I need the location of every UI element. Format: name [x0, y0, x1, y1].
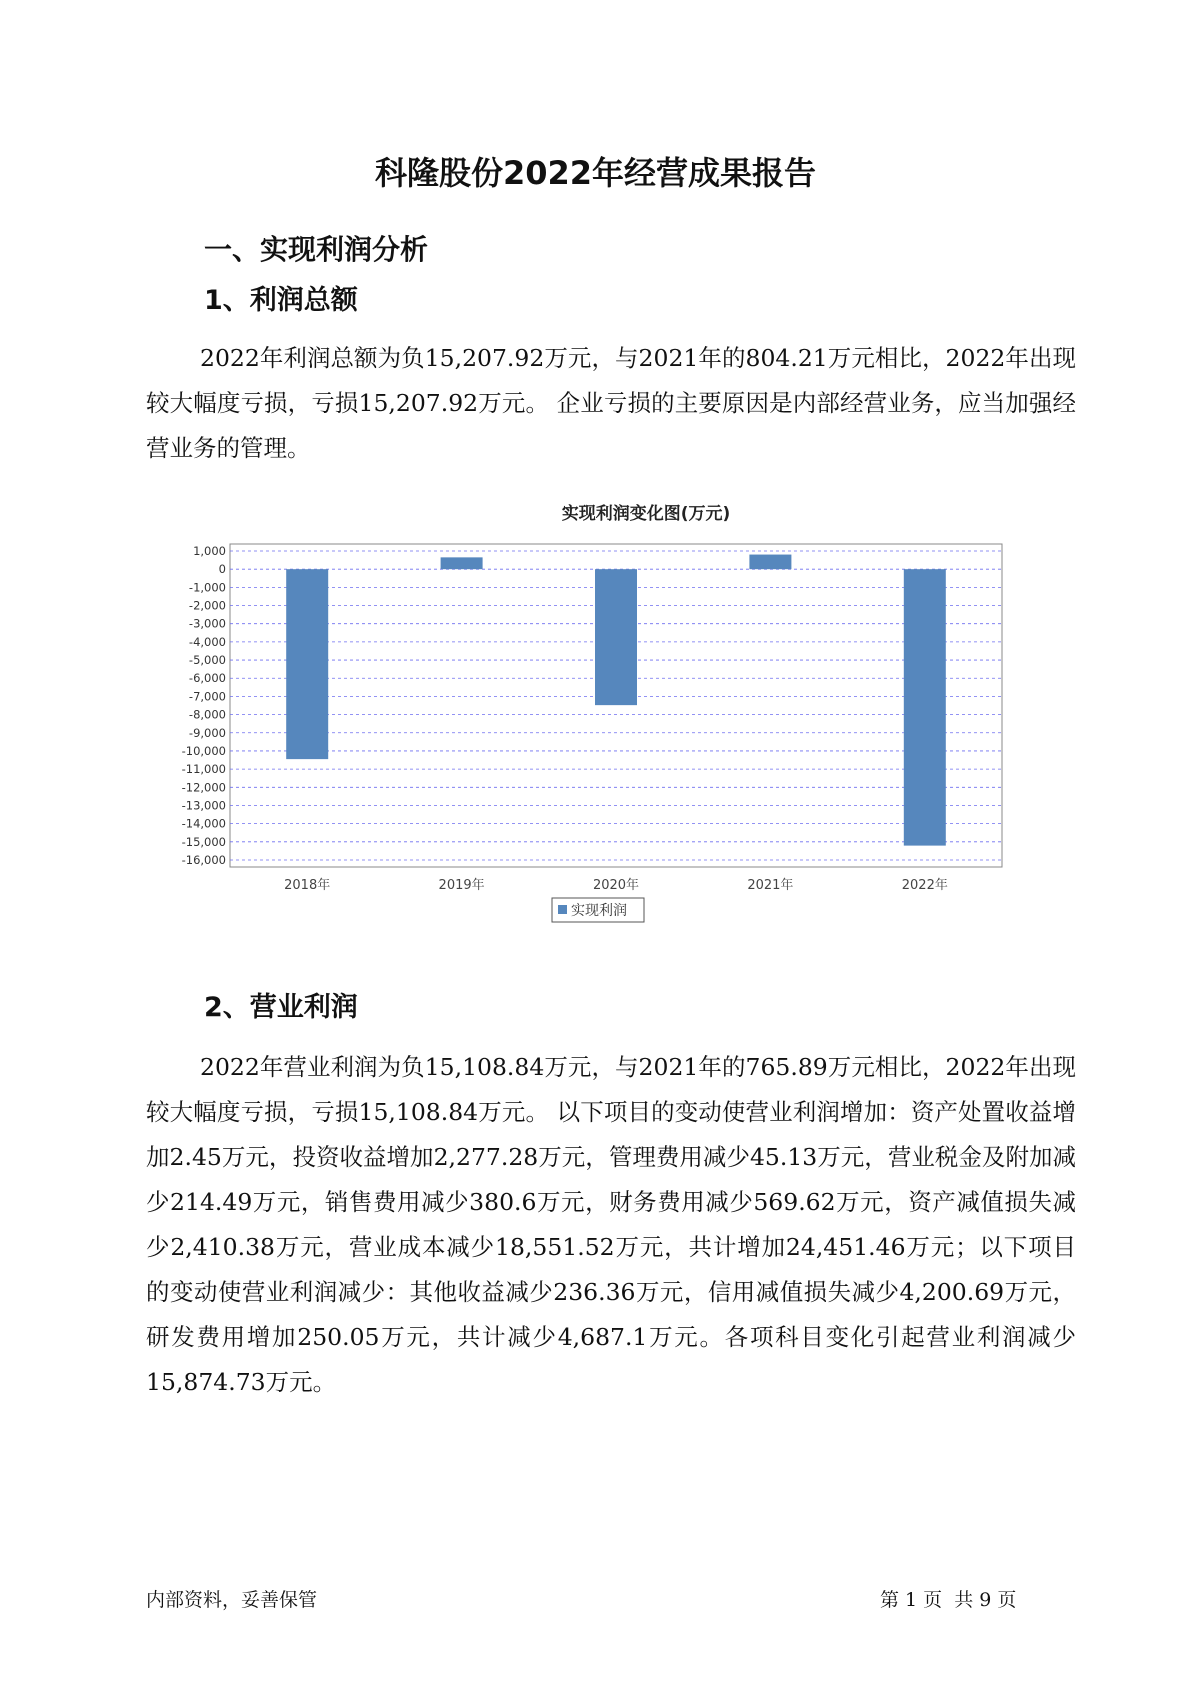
- y-tick-label: -12,000: [181, 780, 226, 795]
- y-tick-label: -11,000: [181, 762, 226, 777]
- paragraph-total-profit: 2022年利润总额为负15,207.92万元，与2021年的804.21万元相比，2022年出现较大幅度亏损，亏损15,207.92万元。 企业亏损的主要原因是内部经营业务，应当加强经营业务的管理。: [146, 344, 1076, 462]
- profit-bar-chart: [160, 495, 1020, 955]
- legend-swatch: [558, 905, 567, 914]
- bar-2018年: [286, 569, 328, 759]
- y-tick-label: -13,000: [181, 798, 226, 813]
- subheading-operating-profit: 2、营业利润: [204, 992, 358, 1023]
- bar-2022年: [904, 569, 946, 845]
- x-tick-label: 2020年: [592, 878, 640, 893]
- y-tick-label: -5,000: [188, 653, 226, 668]
- paragraph-operating-profit: 2022年营业利润为负15,108.84万元，与2021年的765.89万元相比，2022年出现较大幅度亏损，亏损15,108.84万元。 以下项目的变动使营业利润增加：资产处置收益增加2.45万元，投资收益增加2,277.28万元，管理费用减少45.13万元，营业税金及附加减少214.49万元，销售费用减少380.6万元，财务费用减少569.62万元，资产减值损失减少2,410.38万元，营业成本减少18,551.52万元，共计增加24,451.46万元；以下项目的变动使营业利润减少：其他收益减少236.36万元，信用减值损失减少4,200.69万元，研发费用增加250.05万元，共计减少4,687.1万元。各项科目变化引起营业利润减少15,874.73万元。: [146, 1053, 1076, 1396]
- y-tick-label: -10,000: [181, 743, 226, 758]
- footer-confidential-note: 内部资料，妥善保管: [146, 1589, 318, 1611]
- y-tick-label: -8,000: [188, 707, 226, 722]
- y-tick-label: 0: [218, 562, 226, 577]
- y-tick-label: 1,000: [193, 544, 226, 558]
- x-tick-label: 2018年: [284, 878, 331, 893]
- y-tick-label: -3,000: [188, 616, 226, 631]
- subheading-total-profit: 1、利润总额: [204, 285, 358, 316]
- bar-2019年: [441, 557, 483, 569]
- x-tick-label: 2019年: [438, 878, 485, 893]
- y-tick-label: -4,000: [188, 634, 226, 649]
- chart-title: 实现利润变化图(万元): [561, 504, 731, 524]
- page-title: 科隆股份2022年经营成果报告: [374, 154, 817, 192]
- x-tick-label: 2021年: [747, 878, 794, 893]
- y-tick-label: -15,000: [181, 834, 226, 849]
- y-tick-label: -14,000: [181, 816, 226, 831]
- x-tick-label: 2022年: [901, 878, 948, 893]
- y-tick-label: -16,000: [181, 853, 226, 867]
- y-tick-label: -7,000: [188, 689, 226, 704]
- profit-chart: [160, 495, 1020, 955]
- y-tick-label: -1,000: [188, 580, 226, 595]
- legend-label: 实现利润: [571, 903, 627, 919]
- section-heading-profit-analysis: 一、实现利润分析: [204, 233, 429, 266]
- bar-2021年: [749, 555, 791, 570]
- bar-2020年: [595, 569, 637, 705]
- y-tick-label: -2,000: [188, 598, 226, 613]
- footer-page-number: 第 1 页 共 9 页: [880, 1589, 1017, 1611]
- y-tick-label: -9,000: [188, 725, 226, 740]
- y-tick-label: -6,000: [188, 671, 226, 686]
